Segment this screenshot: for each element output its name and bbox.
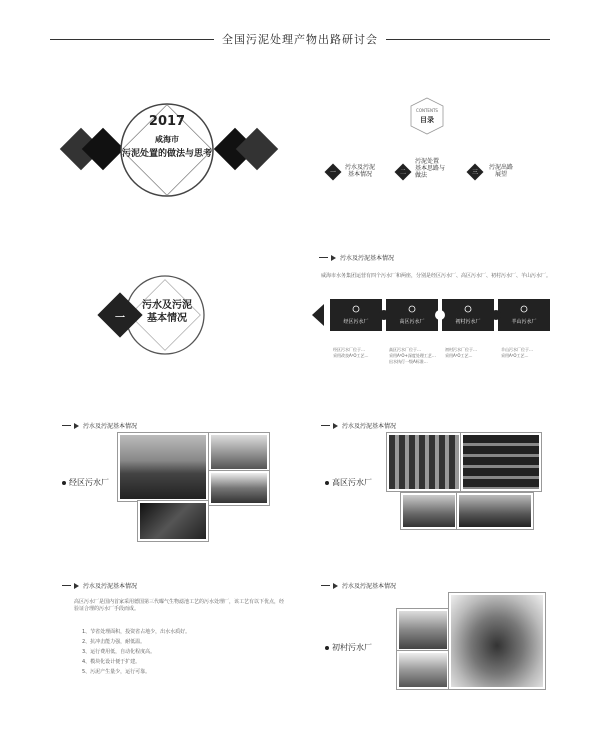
slide8-section-header xyxy=(321,581,396,590)
plant-note-3-line-2: 采用A²O工艺… xyxy=(445,353,473,358)
section-num: 一 xyxy=(115,313,125,324)
slide8-plant-label xyxy=(325,642,372,653)
slide7-section-header xyxy=(62,581,137,590)
plant-note-4-line-2: 采用A²O工艺… xyxy=(501,353,529,358)
slide8-photo-left-top xyxy=(397,609,449,651)
contents-item-2-line-2: 基本思路与 xyxy=(415,165,446,172)
slide4-dash xyxy=(319,257,328,259)
section-title-line-1: 污水及污泥 xyxy=(142,300,192,311)
contents-item-1-num: 一 xyxy=(329,169,336,176)
slide-section-1 xyxy=(60,255,290,365)
plant-note-4-line-1: 羊山污水厂位于… xyxy=(501,347,533,352)
slide7-list-item-1: 1、节省处理面积，投资省占地少，出水水质好。 xyxy=(82,629,191,635)
slide6-triangle-icon xyxy=(333,423,338,429)
slide6-photo-top-left xyxy=(387,433,461,491)
slide6-plant-label xyxy=(325,477,372,488)
cover-year: 2017 xyxy=(148,114,186,129)
slide7-list-item-3: 3、运行费用低，自动化程度高。 xyxy=(82,649,156,655)
contents-item-2-line-3: 做法 xyxy=(415,172,428,179)
slide6-section-text: 污水及污泥基本情况 xyxy=(342,423,397,430)
slide5-photo-mid-right xyxy=(209,471,269,505)
slide-chucun xyxy=(315,575,560,705)
slide7-dash xyxy=(62,585,71,587)
puzzle-piece-1 xyxy=(330,299,382,331)
contents-title: 目录 xyxy=(420,116,434,124)
contents-item-3-line-1: 污泥出路 xyxy=(489,164,514,171)
contents-item-3-num: 三 xyxy=(471,169,478,176)
section-title-line-2: 基本情况 xyxy=(147,313,187,324)
slide5-triangle-icon xyxy=(74,423,79,429)
slide8-section-text: 污水及污泥基本情况 xyxy=(342,583,397,590)
plant-note-1-line-1: 经区污水厂位于… xyxy=(333,347,365,352)
section-title xyxy=(142,299,192,325)
puzzle-piece-4 xyxy=(498,299,550,331)
slide7-list-item-4: 4、模块化设计便于扩建。 xyxy=(82,659,141,665)
slide6-plant-text: 高区污水厂 xyxy=(332,478,372,487)
puzzle-label-4: 羊山污水厂 xyxy=(511,319,537,325)
slide6-photo-top-right xyxy=(461,433,541,491)
plant-note-2-line-3: 出水执行一级A标准… xyxy=(389,359,428,364)
slide6-section-header xyxy=(321,421,396,430)
slide7-triangle-icon xyxy=(74,583,79,589)
contents-item-2-label xyxy=(415,158,445,179)
slide5-plant-text: 经区污水厂 xyxy=(69,478,109,487)
plant-note-4 xyxy=(501,347,551,359)
plant-note-2-line-1: 高区污水厂位于… xyxy=(389,347,421,352)
slide5-photo-top-right xyxy=(209,433,269,471)
slide-gaoqu xyxy=(315,415,560,545)
puzzle-label-3: 初村污水厂 xyxy=(455,319,481,325)
slide-jingqu xyxy=(52,415,292,545)
contents-item-1-line-2: 基本情况 xyxy=(348,171,373,178)
plant-note-3 xyxy=(445,347,495,359)
slide8-plant-text: 初村污水厂 xyxy=(332,643,372,652)
slide8-triangle-icon xyxy=(333,583,338,589)
cover-subtitle: 污泥处置的做法与思考 xyxy=(121,149,212,159)
slide7-list xyxy=(82,627,282,677)
slide-plant-overview xyxy=(305,247,560,377)
slide5-photo-main xyxy=(118,433,208,501)
slide5-section-header xyxy=(62,421,137,430)
slide7-intro: 高区污水厂是国内首家采用德国第三代曝气生物滤池工艺的污水处理厂，该工艺有以下优点，经验证合理的污水厂手段而成。 xyxy=(74,599,285,612)
contents-item-1-label xyxy=(345,164,375,178)
puzzle-label-1: 经区污水厂 xyxy=(343,319,369,325)
slide4-section-text: 污水及污泥基本情况 xyxy=(340,255,395,262)
slide7-list-item-5: 5、污泥产生量少，运行可靠。 xyxy=(82,669,151,675)
puzzle-piece-2 xyxy=(386,299,438,331)
slide8-dash xyxy=(321,585,330,587)
slide8-photo-main xyxy=(449,593,545,689)
slide5-section-text: 污水及污泥基本情况 xyxy=(83,423,138,430)
plant-note-2-line-2: 采用A²O+深度处理工艺… xyxy=(389,353,436,358)
page-title: 全国污泥处理产物出路研讨会 xyxy=(0,31,600,47)
slide-gaoqu-details xyxy=(52,575,292,705)
plant-note-1 xyxy=(333,347,383,359)
plant-note-1-line-2: 采用改良A²O工艺… xyxy=(333,353,369,358)
slide7-list-item-2: 2、抗冲击能力强，耐低温。 xyxy=(82,639,146,645)
slide-contents xyxy=(315,90,555,200)
slide6-photo-bottom-left xyxy=(401,493,457,529)
slide5-photo-bottom xyxy=(138,501,208,541)
slide8-bullet-icon xyxy=(325,646,329,650)
contents-item-2-num: 二 xyxy=(399,169,406,176)
slide6-bullet-icon xyxy=(325,481,329,485)
puzzle-graphic xyxy=(310,295,555,335)
contents-item-2-line-1: 污泥处置 xyxy=(415,158,440,165)
slide-cover xyxy=(52,80,282,220)
slide7-section-text: 污水及污泥基本情况 xyxy=(83,583,138,590)
contents-badge-en: CONTENTS xyxy=(416,108,438,113)
slide6-dash xyxy=(321,425,330,427)
puzzle-piece-3 xyxy=(442,299,494,331)
puzzle-label-2: 高区污水厂 xyxy=(399,319,425,325)
cover-city: 咸海市 xyxy=(155,135,179,144)
puzzle-left-arrow-icon xyxy=(312,304,324,326)
slide8-photo-left-bottom xyxy=(397,651,449,689)
slide4-triangle-icon xyxy=(331,255,336,261)
contents-item-3-line-2: 展望 xyxy=(495,171,508,178)
slide4-intro: 威海市水务集团运营有四个污水厂和两座，分别是经区污水厂、高区污水厂、初村污水厂、羊山污水厂。 xyxy=(321,273,552,279)
plant-note-3-line-1: 初村污水厂位于… xyxy=(445,347,477,352)
slide6-photo-bottom-right xyxy=(457,493,533,529)
contents-item-3-label xyxy=(489,164,513,178)
slide5-bullet-icon xyxy=(62,481,66,485)
slide5-dash xyxy=(62,425,71,427)
plant-note-2 xyxy=(389,347,439,365)
contents-item-1-line-1: 污水及污泥 xyxy=(345,164,376,171)
slide4-section-header xyxy=(319,253,394,262)
slide5-plant-label xyxy=(62,477,109,488)
